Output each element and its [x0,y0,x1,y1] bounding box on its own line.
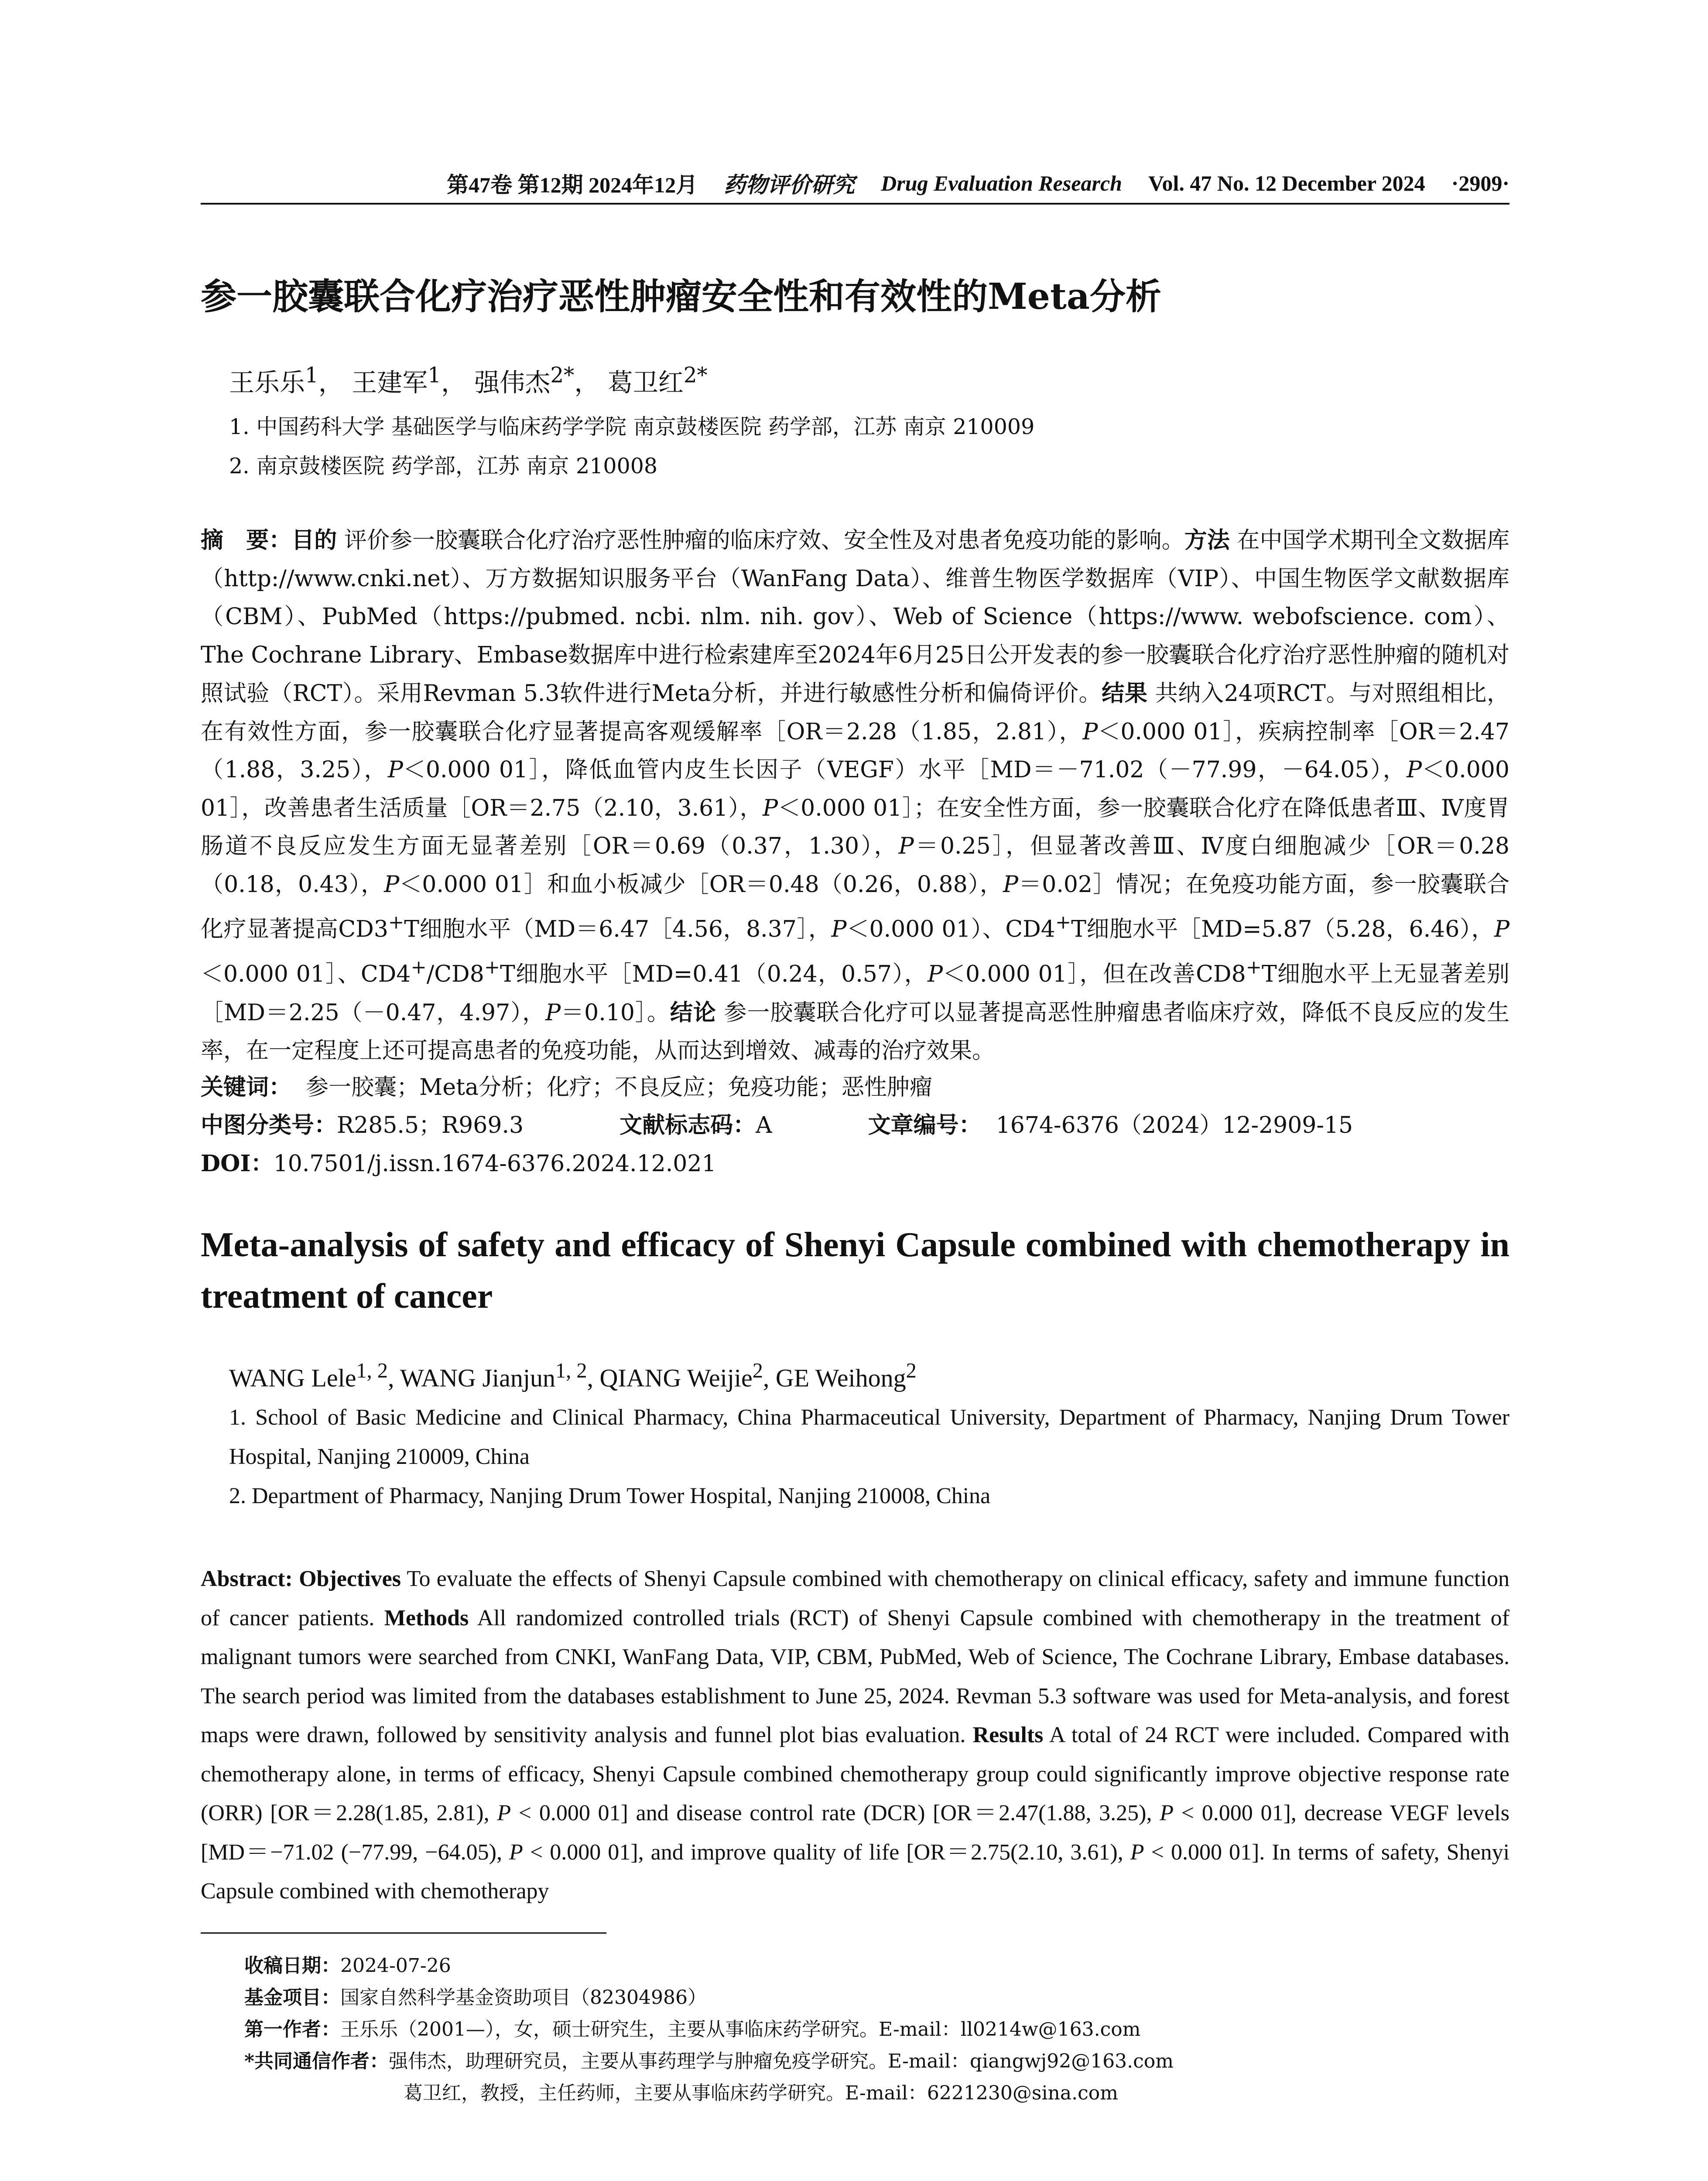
methods-text: 在中国学术期刊全文数据库（http://www.cnki.net）、万方数据知识服务平台（WanFang Data）、维普生物医学数据库（VIP）、中国生物医学文献数据库（CBM）、PubMed（https://pubmed. ncbi. nlm. nih. gov）、Web of Science（https://www. webofscience. com）、The Cochrane Library、Embase数据库中进行检索建库至2024年6月25日公开发表的参一胶囊联合化疗治疗恶性肿瘤的随机对照试验（RCT）。采用Revman 5.3软件进行Meta分析，并进行敏感性分析和偏倚评价。 [201,527,1509,707]
en-author-list: WANG Lele$^{1, 2}$, WANG Jianjun$^{1, 2}$, QIANG Weijie$^2$, GE Weihong$^2$ [229,1359,917,1392]
results-text: T细胞水平［MD=5.87（5.28，6.46）， [1071,916,1494,943]
results-label: Results [972,1723,1044,1747]
journal-logo: 药物评价研究 [724,172,855,198]
cn-abstract [201,521,1509,1070]
corresponding-author [244,2045,1174,2077]
p-symbol: P [927,961,943,988]
results-text: /CD8 [426,961,484,988]
objectives-label: Objectives [299,1566,401,1591]
conclusion-text: 参一胶囊联合化疗可以显著提高恶性肿瘤患者临床疗效，降低不良反应的发生率，在一定程度上还可提高患者的免疫功能，从而达到增效、减毒的治疗效果。 [201,999,1509,1064]
first-author-value: 王乐乐（2001—），女，硕士研究生，主要从事临床药学研究。E-mail：ll0214w@163.com [340,2018,1141,2041]
header-rule [201,203,1509,205]
corresponding-label: *共同通信作者： [244,2050,389,2072]
results-text: ＜0.000 01］、CD4 [201,961,411,988]
author-affil-mark: 1 [305,363,318,388]
article-no-label: 文章编号： [868,1112,982,1138]
superscript-plus: + [388,912,404,933]
first-author [244,2013,1174,2045]
superscript-plus: + [411,956,427,978]
p-symbol: P [1130,1839,1144,1865]
running-header [201,166,1509,201]
p-symbol: P [898,833,914,859]
corresponding-value: 葛卫红，教授，主任药师，主要从事临床药学研究。E-mail：6221230@sina.com [404,2082,1118,2104]
p-symbol: P [1494,916,1509,943]
p-symbol: P [497,1801,511,1825]
conclusion-label: 结论 [670,999,716,1026]
results-text: < 0.000 01], decrease VEGF levels [MD＝−71.02 (−77.99, −64.05), [201,1801,1509,1865]
results-text: 共纳入24项RCT。与对照组相比，在有效性方面，参一胶囊联合化疗显著提高客观缓解率［OR＝2.28（1.85，2.81）， [201,680,1510,745]
results-text: T细胞水平上无显著差别［MD＝2.25（－0.47，4.97）， [201,961,1509,1026]
en-abstract [201,1559,1509,1911]
journal-name-en: Drug Evaluation Research [881,171,1122,195]
keywords-line [201,1069,932,1101]
received-label: 收稿日期： [244,1955,340,1977]
results-text: T细胞水平（MD＝6.47［4.56，8.37］， [404,916,832,943]
results-text: ＜0.000 01］，疾病控制率［OR＝2.47（1.88，3.25）， [201,718,1509,783]
fund [244,1982,1174,2013]
footnotes [244,1950,1174,2109]
p-symbol: P [1003,871,1019,898]
results-text: ＜0.000 01］，改善患者生活质量［OR＝2.75（2.10，3.61）， [201,757,1509,821]
first-author-label: 第一作者： [244,2018,340,2041]
doi-value: 10.7501/j.issn.1674-6376.2024.12.021 [273,1151,716,1177]
author-name: QIANG Weijie [599,1364,753,1392]
footnote-rule [201,1932,606,1934]
author-affil-mark: 2 [752,1359,763,1382]
results-text: ＝0.10］。 [561,999,670,1026]
objective-label: 目的 [291,527,337,554]
author-name: WANG Jianjun [400,1364,555,1392]
abstract-label: Abstract: [201,1566,293,1591]
author-name: GE Weihong [775,1364,906,1392]
author-name: 强伟杰 [474,368,551,397]
author-name: 王乐乐 [229,368,305,397]
results-text: ＜0.000 01］和血小板减少［OR＝0.48（0.26，0.88）， [399,871,1003,898]
issue-cn: 第47卷 第12期 2024年12月 [447,173,698,197]
fund-value: 国家自然科学基金资助项目（82304986） [340,1986,707,2009]
results-text: ＜0.000 01］，但在改善CD8 [942,961,1246,988]
methods-label: 方法 [1184,527,1230,554]
article-no-value: 1674-6376（2024）12-2909-15 [996,1112,1353,1138]
p-symbol: P [763,795,778,821]
results-text: ＜0.000 01）、CD4 [846,916,1055,943]
en-affiliation: 2. Department of Pharmacy, Nanjing Drum Tower Hospital, Nanjing 210008, China [229,1484,991,1508]
p-symbol: P [509,1839,523,1865]
results-text: ＝0.02］情况；在免疫功能方面，参一胶囊联合化疗显著提高CD3 [201,871,1509,943]
classification-line [201,1107,1353,1139]
superscript-plus: + [1246,956,1262,978]
results-text: ＝0.25］，但显著改善Ⅲ、Ⅳ度白细胞减少［OR＝0.28（0.18，0.43）， [201,833,1509,898]
doi-line [201,1145,716,1178]
corresponding-value: 强伟杰，助理研究员，主要从事药理学与肿瘤免疫学研究。E-mail：qiangwj92@163.com [389,2050,1174,2072]
author-name: WANG Lele [229,1364,356,1392]
p-symbol: P [1160,1801,1174,1825]
results-text: ＜0.000 01］，降低血管内皮生长因子（VEGF）水平［MD＝－71.02（－77.99，－64.05）， [403,757,1407,783]
author-name: 王建军 [352,368,428,397]
received-date [244,1950,1174,1982]
doc-code-label: 文献标志码： [620,1112,756,1138]
page-number: ·2909· [1451,171,1509,195]
cn-author-list: 王乐乐$^1$， 王建军$^1$， 强伟杰$^{2*}$， 葛卫红$^{2*}$ [229,363,708,397]
author-affil-mark: 1, 2 [555,1359,587,1382]
received-value: 2024-07-26 [340,1955,451,1977]
results-text: ＜0.000 01］；在安全性方面，参一胶囊联合化疗在降低患者Ⅲ、Ⅳ度胃肠道不良反应发生方面无显著差别［OR＝0.69（0.37，1.30）， [201,795,1509,859]
methods-label: Methods [384,1605,469,1631]
objectives-text: To evaluate the effects of Shenyi Capsule combined with chemotherapy on clinical efficacy, safety and immune function of cancer patients. [201,1566,1510,1631]
results-label: 结果 [1102,680,1148,707]
doc-code-value: A [756,1112,772,1138]
author-affil-mark: 1, 2 [356,1359,388,1382]
corresponding-author [244,2077,1174,2109]
keywords-text: 参一胶囊；Meta分析；化疗；不良反应；免疫功能；恶性肿瘤 [306,1074,932,1101]
cn-affiliation: 2. 南京鼓楼医院 药学部，江苏 南京 210008 [229,454,658,479]
p-symbol: P [1082,718,1098,745]
p-symbol: P [387,757,403,783]
fund-label: 基金项目： [244,1986,340,2009]
author-affil-mark: 2 [906,1359,917,1382]
en-title: Meta-analysis of safety and efficacy of Shenyi Capsule combined with chemotherapy in treatment of cancer [201,1226,1509,1316]
en-affiliation: 1. School of Basic Medicine and Clinical Pharmacy, China Pharmaceutical University, Department of Pharmacy, Nanjing Drum Tower Hospital, Nanjing 210009, China [229,1405,1509,1469]
results-text: T细胞水平［MD=0.41（0.24，0.57）， [500,961,928,988]
p-symbol: P [1407,757,1422,783]
clc-value: R285.5；R969.3 [337,1112,524,1138]
clc-label: 中图分类号： [201,1112,337,1138]
superscript-plus: + [484,956,500,978]
cn-title: 参一胶囊联合化疗治疗恶性肿瘤安全性和有效性的Meta分析 [201,276,1161,318]
p-symbol: P [545,999,561,1026]
abstract-label: 摘 要： [201,527,292,554]
results-text: < 0.000 01] and disease control rate (DCR) [OR＝2.47(1.88, 3.25), [518,1801,1152,1825]
author-name: 葛卫红 [607,368,684,397]
p-symbol: P [384,871,400,898]
issue-en: Vol. 47 No. 12 December 2024 [1148,171,1425,195]
author-affil-mark: 2* [550,363,575,388]
doi-label: DOI： [201,1150,274,1177]
results-text: < 0.000 01], and improve quality of life [OR＝2.75(2.10, 3.61), [530,1839,1123,1865]
keywords-label: 关键词： [201,1074,292,1101]
p-symbol: P [831,916,847,943]
results-text: < 0.000 01]. In terms of safety, Shenyi Capsule combined with chemotherapy [201,1839,1510,1904]
author-affil-mark: 2* [683,363,708,388]
methods-text: All randomized controlled trials (RCT) of Shenyi Capsule combined with chemotherapy in the treatment of malignant tumors were searched from CNKI, WanFang Data, VIP, CBM, PubMed, Web of Science, The Cochrane Library, Embase databases. The search period was limited from the databases establishment to June 25, 2024. Revman 5.3 software was used for Meta-analysis, and forest maps were drawn, followed by sensitivity analysis and funnel plot bias evaluation. [201,1605,1509,1747]
objective-text: 评价参一胶囊联合化疗治疗恶性肿瘤的临床疗效、安全性及对患者免疫功能的影响。 [344,527,1184,554]
superscript-plus: + [1055,912,1071,933]
results-text: A total of 24 RCT were included. Compared with chemotherapy alone, in terms of efficacy, Shenyi Capsule combined chemotherapy group could significantly improve objective response rate (ORR) [OR＝2.28(1.85, 2.81), [201,1723,1509,1825]
author-affil-mark: 1 [428,363,441,388]
cn-affiliation: 1. 中国药科大学 基础医学与临床药学学院 南京鼓楼医院 药学部，江苏 南京 210009 [229,414,1035,439]
